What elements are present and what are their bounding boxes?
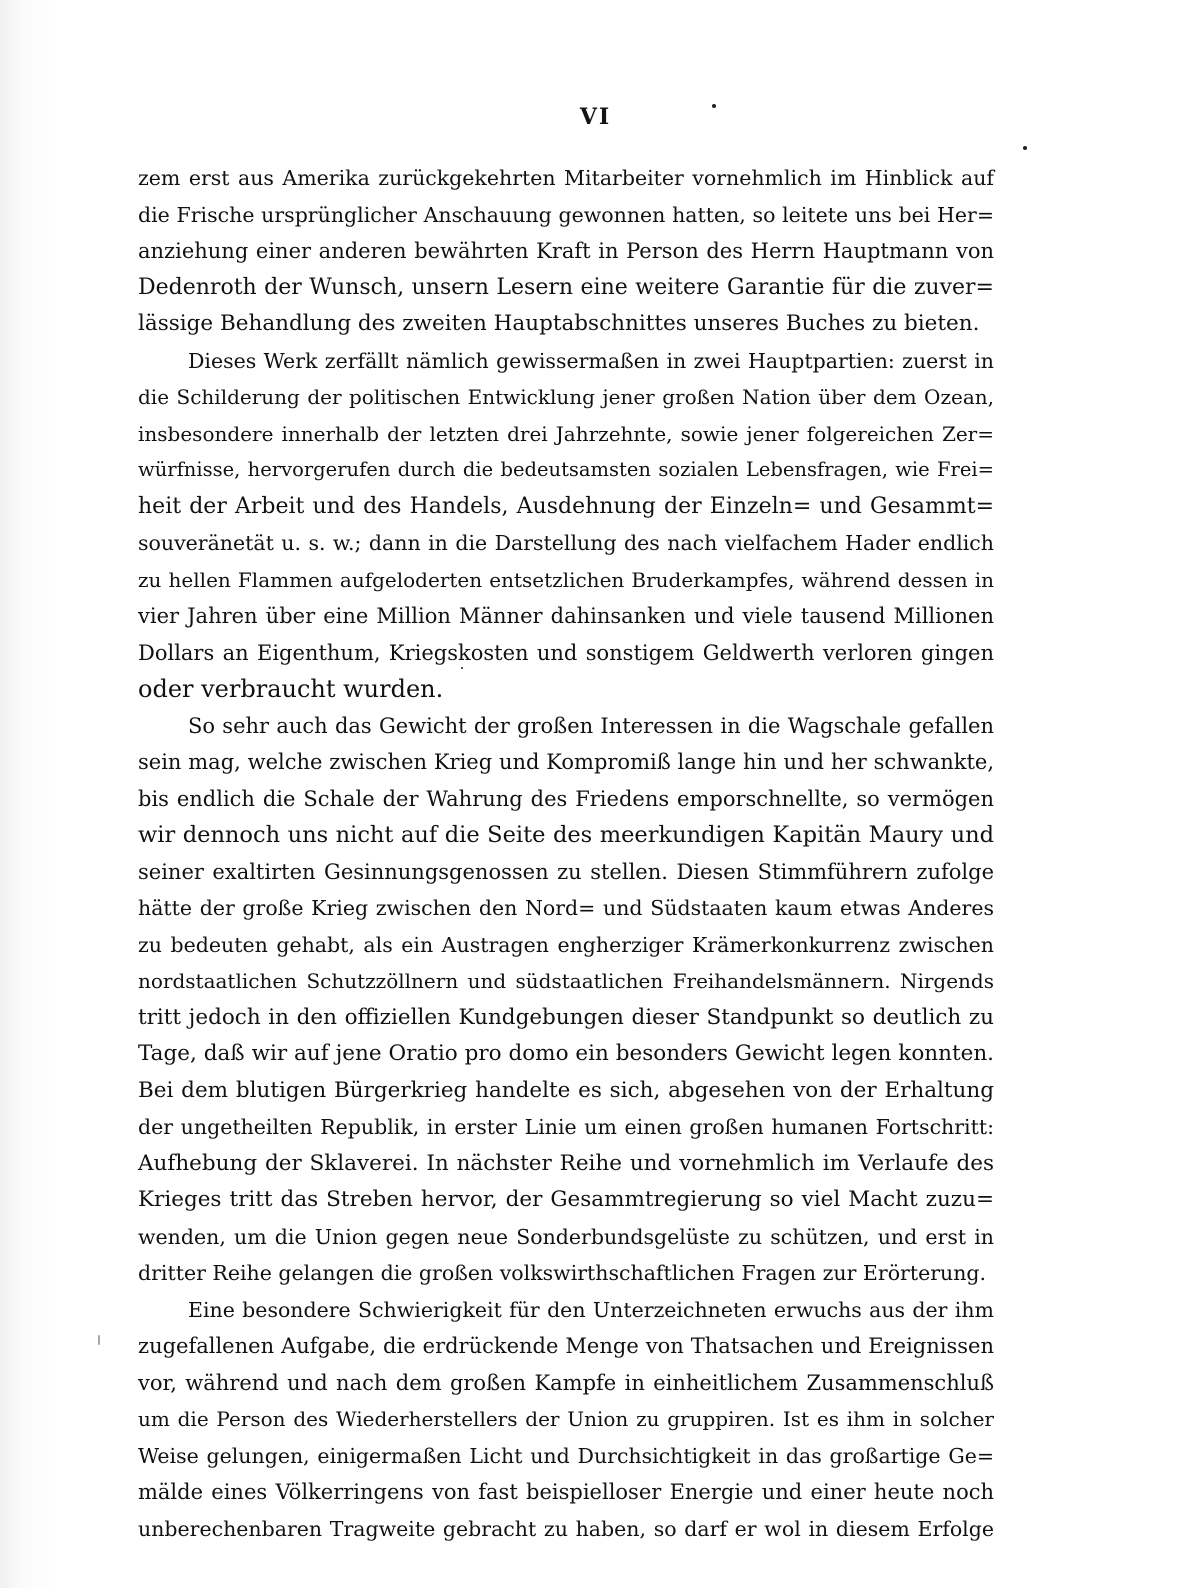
text-line: bis endlich die Schale der Wahrung des Friedens emporschnellte, so vermögen (138, 786, 994, 811)
text-line: zu bedeuten gehabt, als ein Austragen engherziger Krämerkonkurrenz zwischen (138, 932, 994, 957)
text-line: sein mag, welche zwischen Krieg und Kompromiß lange hin und her schwankte, (138, 750, 994, 774)
text-line: die Frische ursprünglicher Anschauung gewonnen hatten, so leitete uns bei Her= (138, 202, 994, 227)
print-speck (712, 104, 716, 108)
scan-shadow (0, 0, 60, 1588)
text-line: dritter Reihe gelangen die großen volkswirthschaftlichen Fragen zur Erörterung. (138, 1261, 987, 1285)
text-line: der ungetheilten Republik, in erster Linie um einen großen humanen Fortschritt: (138, 1115, 994, 1139)
text-line: vier Jahren über eine Million Männer dahinsanken und viele tausend Millionen (138, 604, 994, 628)
print-speck (98, 1335, 100, 1345)
text-line: nordstaatlichen Schutzzöllnern und südstaatlichen Freihandelsmännern. Nirgends (138, 969, 994, 993)
text-line: mälde eines Völkerringens von fast beispielloser Energie und einer heute noch (138, 1480, 994, 1504)
paragraph (138, 160, 994, 343)
text-line: zu hellen Flammen aufgeloderten entsetzlichen Bruderkampfes, während dessen in (138, 567, 994, 592)
text-line: Dedenroth der Wunsch, unsern Lesern eine weitere Garantie für die zuver= (138, 274, 994, 300)
text-line: Aufhebung der Sklaverei. In nächster Reihe und vornehmlich im Verlaufe des (138, 1150, 994, 1176)
text-line: Tage, daß wir auf jene Oratio pro domo ein besonders Gewicht legen konnten. (138, 1041, 994, 1066)
text-line: tritt jedoch in den offiziellen Kundgebungen dieser Standpunkt so deutlich zu (138, 1004, 994, 1030)
paragraph (138, 1292, 994, 1548)
text-line: lässige Behandlung des zweiten Hauptabschnittes unseres Buches zu bieten. (138, 311, 980, 336)
text-line: die Schilderung der politischen Entwicklung jener großen Nation über dem Ozean, (138, 385, 994, 409)
text-line: wenden, um die Union gegen neue Sonderbundsgelüste zu schützen, und erst in (138, 1224, 994, 1249)
text-line: oder verbraucht wurden. (138, 675, 444, 703)
text-line: Krieges tritt das Streben hervor, der Gesammtregierung so viel Macht zuzu= (138, 1187, 994, 1212)
paragraph (138, 343, 994, 708)
text-line: seiner exaltirten Gesinnungsgenossen zu stellen. Diesen Stimmführern zufolge (138, 859, 994, 884)
print-speck (461, 667, 463, 669)
text-line: Dieses Werk zerfällt nämlich gewissermaßen in zwei Hauptpartien: zuerst in (188, 348, 994, 373)
text-line: souveränetät u. s. w.; dann in die Darstellung des nach vielfachem Hader endlich (138, 531, 994, 555)
text-line: Bei dem blutigen Bürgerkrieg handelte es sich, abgesehen von der Erhaltung (138, 1077, 994, 1103)
text-line: insbesondere innerhalb der letzten drei Jahrzehnte, sowie jener folgereichen Zer= (138, 421, 994, 446)
text-line: anziehung einer anderen bewährten Kraft in Person des Herrn Hauptmann von (138, 239, 994, 263)
body-text (138, 160, 994, 1547)
text-line: Weise gelungen, einigermaßen Licht und Durchsichtigkeit in das großartige Ge= (138, 1443, 994, 1468)
text-line: unberechenbaren Tragweite gebracht zu haben, so darf er wol in diesem Erfolge (138, 1516, 994, 1541)
text-line: würfnisse, hervorgerufen durch die bedeutsamsten sozialen Lebensfragen, wie Frei= (138, 458, 994, 481)
page-number: VI (579, 104, 612, 130)
text-line: Dollars an Eigenthum, Kriegskosten und sonstigem Geldwerth verloren gingen (138, 640, 994, 665)
text-line: Eine besondere Schwierigkeit für den Unterzeichneten erwuchs aus der ihm (188, 1297, 994, 1322)
text-line: zugefallenen Aufgabe, die erdrückende Menge von Thatsachen und Ereignissen (138, 1334, 994, 1358)
text-line: vor, während und nach dem großen Kampfe in einheitlichem Zusammenschluß (138, 1370, 994, 1395)
text-line: heit der Arbeit und des Handels, Ausdehnung der Einzeln= und Gesammt= (138, 493, 994, 519)
paragraph (138, 708, 994, 1292)
text-line: wir dennoch uns nicht auf die Seite des meerkundigen Kapitän Maury und (138, 822, 994, 848)
text-line: zem erst aus Amerika zurückgekehrten Mitarbeiter vornehmlich im Hinblick auf (138, 166, 994, 190)
print-speck (1023, 146, 1027, 150)
text-line: So sehr auch das Gewicht der großen Interessen in die Wagschale gefallen (188, 713, 994, 738)
text-line: um die Person des Wiederherstellers der Union zu gruppiren. Ist es ihm in solcher (138, 1407, 994, 1431)
text-line: hätte der große Krieg zwischen den Nord= und Südstaaten kaum etwas Anderes (138, 896, 994, 920)
